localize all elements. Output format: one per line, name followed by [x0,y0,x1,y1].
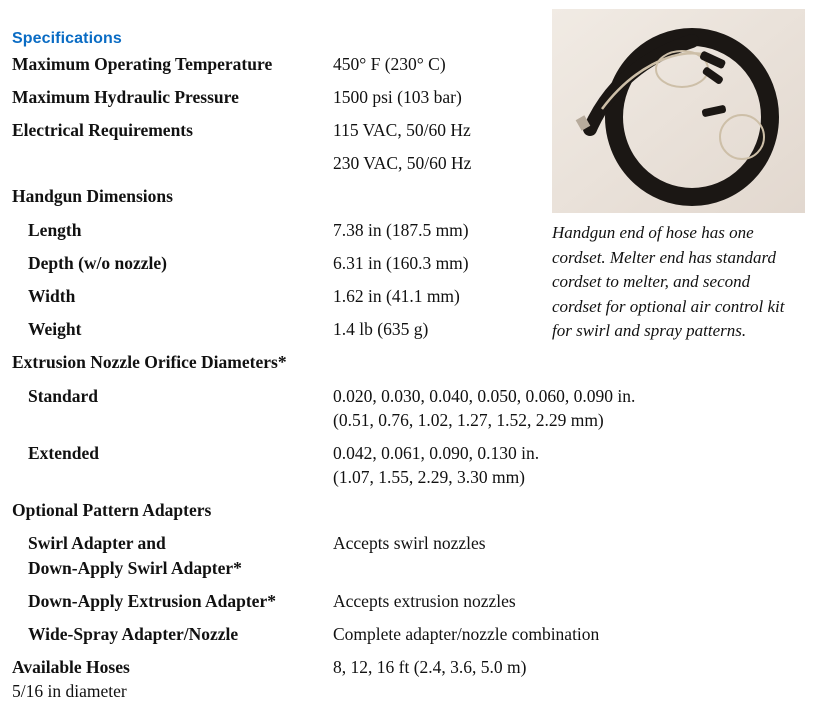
caption-line: Handgun end of hose has one [552,223,754,242]
spec-value: 0.042, 0.061, 0.090, 0.130 in. [333,443,540,463]
spec-value: 1.4 lb (635 g) [333,319,429,339]
hose-illustration [552,9,805,213]
spec-label: Available Hoses [12,657,130,677]
spec-value: 115 VAC, 50/60 Hz [333,120,471,140]
spec-label: Wide-Spray Adapter/Nozzle [28,624,239,644]
spec-value-secondary: (1.07, 1.55, 2.29, 3.30 mm) [333,467,526,487]
spec-value: 0.020, 0.030, 0.040, 0.050, 0.060, 0.090 in. [333,386,636,406]
caption-line: cordset for optional air control kit [552,296,785,316]
spec-value: 6.31 in (160.3 mm) [333,253,469,273]
spec-value: Complete adapter/nozzle combination [333,624,600,644]
spec-label: Maximum Hydraulic Pressure [12,87,239,107]
spec-label: Standard [28,386,99,406]
spec-value: 8, 12, 16 ft (2.4, 3.6, 5.0 m) [333,657,527,677]
spec-value: 450° F (230° C) [333,54,446,74]
spec-label: Extended [28,443,99,463]
spec-value: Accepts swirl nozzles [333,533,486,553]
spec-note: 5/16 in diameter [12,681,127,701]
spec-group-label: Handgun Dimensions [12,186,173,206]
spec-value: 1500 psi (103 bar) [333,87,462,107]
spec-label: Maximum Operating Temperature [12,54,273,74]
spec-group-label: Extrusion Nozzle Orifice Diameters* [12,352,287,372]
hose-photo [552,9,805,213]
caption-line: cordset to melter, and second [552,272,751,291]
spec-label: Electrical Requirements [12,120,193,140]
spec-label: Down-Apply Extrusion Adapter* [28,591,276,611]
caption-line: for swirl and spray patterns. [552,321,747,340]
spec-group-label: Optional Pattern Adapters [12,500,212,520]
caption-line: cordset. Melter end has standard [552,247,776,267]
spec-label: Swirl Adapter and [28,533,166,553]
spec-label: Weight [28,319,82,339]
section-title: Specifications [12,30,122,47]
spec-value: Accepts extrusion nozzles [333,591,516,611]
spec-label-secondary: Down-Apply Swirl Adapter* [28,558,242,578]
spec-label: Length [28,220,82,240]
spec-value: 1.62 in (41.1 mm) [333,286,460,306]
spec-label: Width [28,286,76,306]
spec-value-secondary: (0.51, 0.76, 1.02, 1.27, 1.52, 2.29 mm) [333,410,604,430]
spec-value: 7.38 in (187.5 mm) [333,220,469,240]
photo-caption [552,221,814,344]
spec-label: Depth (w/o nozzle) [28,253,168,273]
spec-value-secondary: 230 VAC, 50/60 Hz [333,153,472,173]
